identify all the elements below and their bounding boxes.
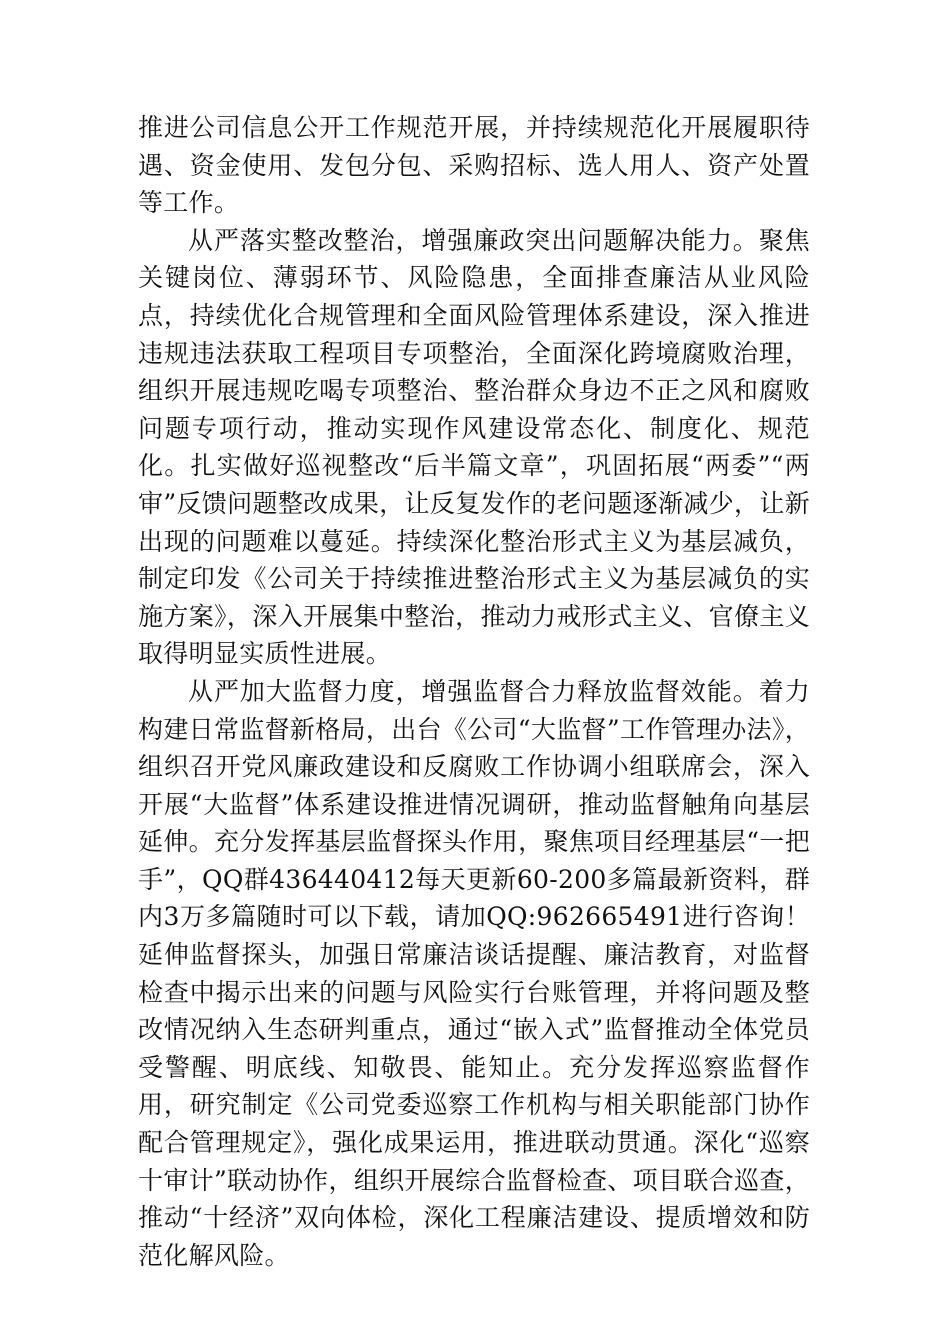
paragraph-continuation: 推进公司信息公开工作规范开展，并持续规范化开展履职待遇、资金使用、发包分包、采购招标、选人用人、资产处置等工作。 <box>138 113 810 218</box>
paragraph-supervision: 从严加大监督力度，增强监督合力释放监督效能。着力构建日常监督新格局，出台《公司“大监督”工作管理办法》，组织召开党风廉政建设和反腐败工作协调小组联席会，深入开展“大监督”体系建设推进情况调研，推动监督触角向基层延伸。充分发挥基层监督探头作用，聚焦项目经理基层“一把手”，QQ群436440412每天更新60-200多篇最新资料，群内3万多篇随时可以下载，请加QQ:962665491进行咨询！延伸监督探头，加强日常廉洁谈话提醒、廉洁教育，对监督检查中揭示出来的问题与风险实行台账管理，并将问题及整改情况纳入生态研判重点，通过“嵌入式”监督推动全体党员受警醒、明底线、知敬畏、能知止。充分发挥巡察监督作用，研究制定《公司党委巡察工作机构与相关职能部门协作配合管理规定》，强化成果运用，推进联动贯通。深化“巡察十审计”联动协作，组织开展综合监督检查、项目联合巡查，推动“十经济”双向体检，深化工程廉洁建设、提质增效和防范化解风险。 <box>138 676 810 1270</box>
paragraph-rectification: 从严落实整改整治，增强廉政突出问题解决能力。聚焦关键岗位、薄弱环节、风险隐患，全面排查廉洁从业风险点，持续优化合规管理和全面风险管理体系建设，深入推进违规违法获取工程项目专项整治，全面深化跨境腐败治理，组织开展违规吃喝专项整治、整治群众身边不正之风和腐败问题专项行动，推动实现作风建设常态化、制度化、规范化。扎实做好巡视整改“后半篇文章”，巩固拓展“两委”“两审”反馈问题整改成果，让反复发作的老问题逐渐减少，让新出现的问题难以蔓延。持续深化整治形式主义为基层减负，制定印发《公司关于持续推进整治形式主义为基层减负的实施方案》，深入开展集中整治，推动力戒形式主义、官僚主义取得明显实质性进展。 <box>138 225 810 669</box>
document-body <box>138 109 810 1274</box>
